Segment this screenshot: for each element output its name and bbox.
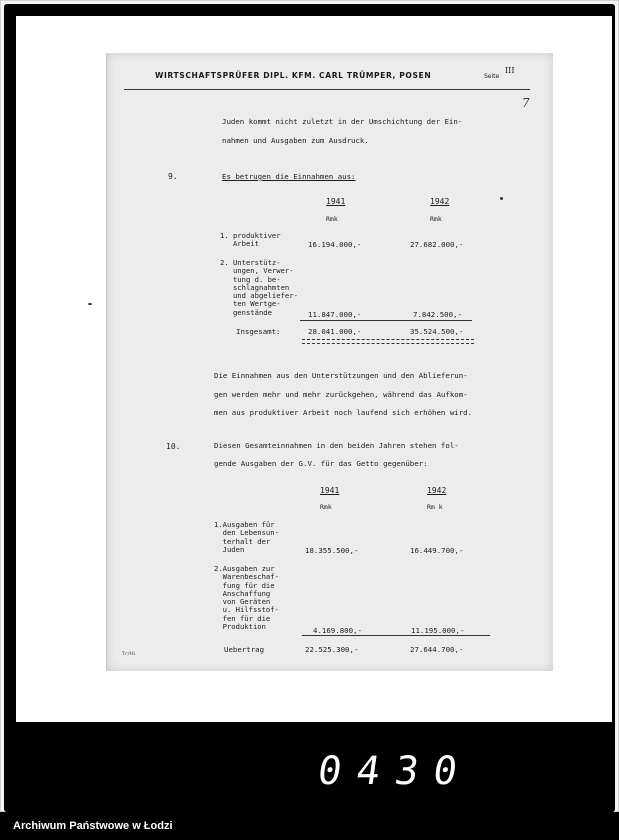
page-label: Seite [484, 73, 500, 80]
year-header: 1941 [320, 486, 340, 495]
sum-line [300, 320, 472, 321]
expense-item-label: 1.Ausgaben für den Lebensun- terhalt der Juden [214, 520, 279, 554]
section-heading: Es betrugen die Einnahmen aus: [222, 172, 356, 181]
year-header: 1941 [326, 197, 346, 206]
intro-line: Juden kommt nicht zuletzt in der Umschichtung der Ein- [222, 117, 463, 126]
total-value-1942: 35.524.500,- [410, 327, 464, 336]
unit-label: Rmk [326, 215, 338, 223]
section-intro-line: Diesen Gesamteinnahmen in den beiden Jahren stehen fol- [214, 441, 459, 450]
paragraph-line: Die Einnahmen aus den Unterstützungen und den Ablieferun- [214, 371, 468, 380]
intro-line: nahmen und Ausgaben zum Ausdruck. [222, 136, 369, 145]
paragraph-line: gen werden mehr und mehr zurückgehen, während das Aufkom- [214, 390, 468, 399]
frame-counter: 0430 [314, 749, 476, 794]
letterhead: WIRTSCHAFTSPRÜFER DIPL. KFM. CARL TRÜMPER, POSEN [155, 71, 432, 80]
income-value-1941: 11.847.000,- [308, 310, 362, 319]
expense-value-1941: 18.355.500,- [305, 546, 359, 555]
carry-over-value-1942: 27.644.700,- [410, 645, 464, 654]
paragraph-line: men aus produktiver Arbeit noch laufend sich erhöhen wird. [214, 408, 473, 417]
section-intro-line: gende Ausgaben der G.V. für das Getto gegenüber: [214, 459, 428, 468]
typist-mark: Tr/Hi [122, 652, 136, 657]
income-value-1941: 16.194.000,- [308, 240, 362, 249]
income-value-1942: 7.842.500,- [413, 310, 462, 319]
total-value-1941: 28.041.000,- [308, 327, 362, 336]
year-header: 1942 [427, 486, 447, 495]
income-item-label: 1. produktiver Arbeit [220, 231, 281, 249]
document-page [107, 53, 553, 671]
year-header: 1942 [430, 197, 450, 206]
archive-footer: Archiwum Państwowe w Łodzi [13, 820, 173, 832]
margin-mark [88, 303, 92, 305]
ink-mark [500, 197, 503, 200]
income-item-label: 2. Unterstütz- ungen, Verwer- tung d. be- schlagnahmten und abgeliefer- ten Wertge- genstände [220, 258, 298, 317]
total-label: Insgesamt: [236, 327, 281, 336]
handwritten-page-mark: 7 [522, 96, 530, 110]
letterhead-rule [124, 89, 530, 90]
sum-line [302, 635, 490, 636]
unit-label: Rmk [430, 215, 442, 223]
section-number: 10. [166, 442, 181, 451]
unit-label: Rm k [427, 503, 443, 511]
carry-over-value-1941: 22.525.300,- [305, 645, 359, 654]
page-number: III [505, 66, 515, 75]
expense-value-1942: 11.195.000,- [411, 626, 465, 635]
unit-label: Rmk [320, 503, 332, 511]
carry-over-label: Uebertrag [224, 645, 265, 654]
double-underline [302, 339, 474, 344]
expense-item-label: 2.Ausgaben zur Warenbeschaf- fung für die Anschaffung von Geräten u. Hilfsstof- fen für die Produktion [214, 564, 279, 632]
section-number: 9. [168, 172, 178, 181]
income-value-1942: 27.682.000,- [410, 240, 464, 249]
expense-value-1942: 16.449.700,- [410, 546, 464, 555]
expense-value-1941: 4.169.800,- [313, 626, 362, 635]
